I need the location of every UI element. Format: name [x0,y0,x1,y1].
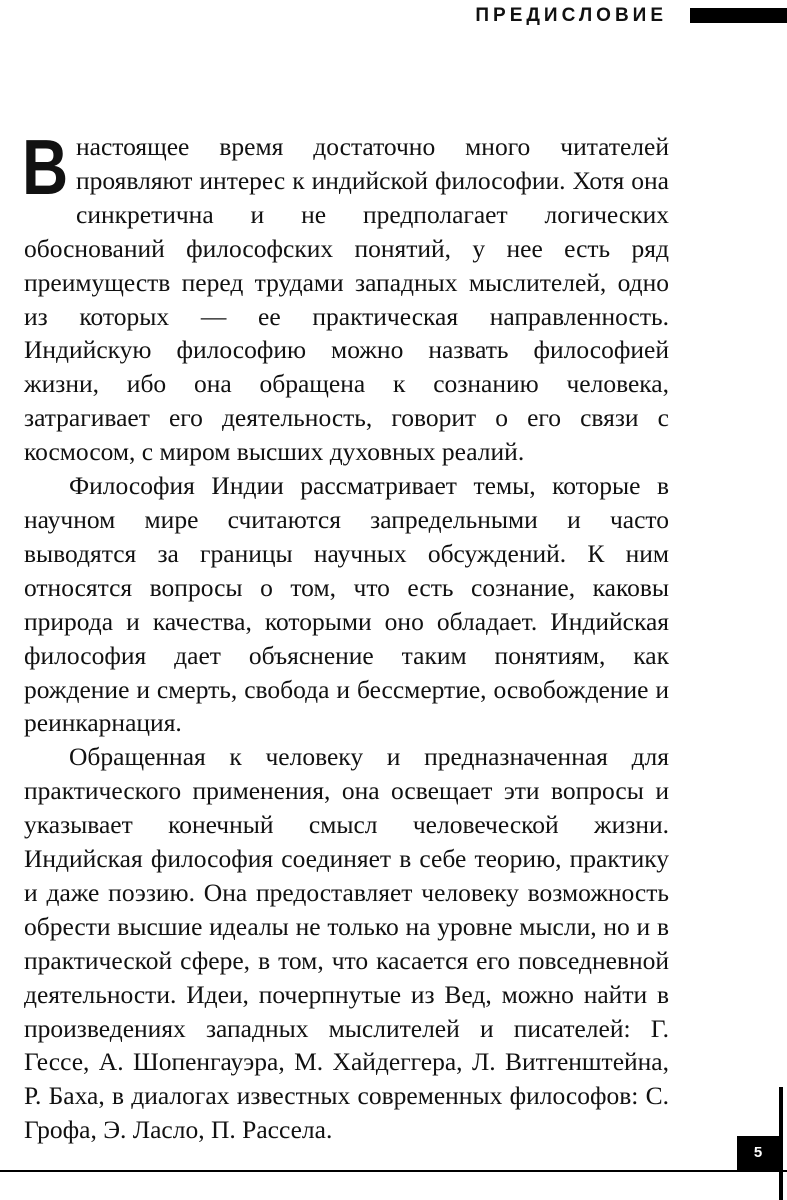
paragraph-1 [22,123,669,469]
paragraph-1-text: настоящее время достаточно много читателей проявляют интерес к индийской философии. Хотя она синкретична и не предполагает логических обоснований философских понятий, у нее есть ряд преимуществ перед трудами западных мыслителей, одно из которых — ее практическая направленность. Индийскую философию можно назвать философией жизни, ибо она обращена к сознанию человека, затрагивает его деятельность, говорит о его связи с космосом, с миром высших духовных реалий. [24,132,669,467]
right-edge-rule [779,1087,783,1200]
section-title: ПРЕДИСЛОВИЕ [475,5,667,26]
bottom-rule [0,1170,787,1172]
paragraph-3: Обращенная к человеку и предназначенная для практического применения, она освещает эти вопросы и указывает конечный смысл человеческой жизни. Индийская философия соединяет в себе теорию, практику и даже поэзию. Она предоставляет человеку возможность обрести высшие идеалы не только на уровне мысли, но и в практической сфере, в том, что касается его повседневной деятельности. Идеи, почерпнутые из Вед, можно найти в произведениях западных мыслителей и писателей: Г. Гессе, А. Шопенгауэра, М. Хайдеггера, Л. Витгенштейна, Р. Баха, в диалогах известных современных философов: С. Грофа, Э. Ласло, П. Рассела. [24,742,669,1145]
header-bar [690,8,787,23]
page-number: 5 [753,1144,763,1161]
paragraph-2: Философия Индии рассматривает темы, которые в научном мире считаются запредельными и часто выводятся за границы научных обсуждений. К ним относятся вопросы о том, что есть сознание, каковы природа и качества, которыми оно обладает. Индийская философия дает объяснение таким понятиям, как рождение и смерть, свобода и бессмертие, освобождение и реинкарнация. [24,471,669,738]
drop-cap: В [22,123,69,211]
main-text [22,123,669,1147]
